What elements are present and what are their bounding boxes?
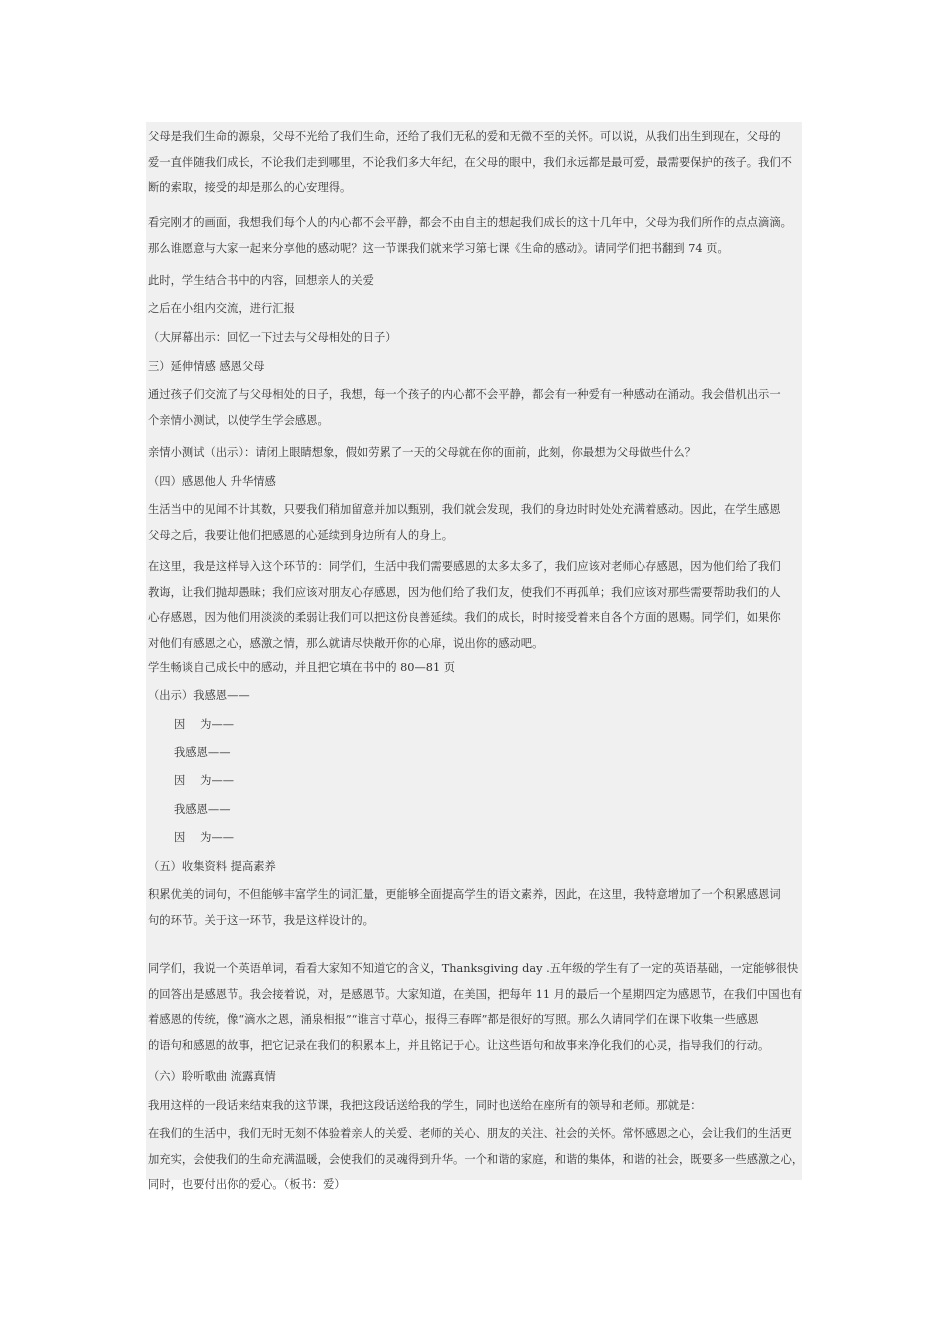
text-line: 学生畅谈自己成长中的感动，并且把它填在书中的 80—81 页 [148,661,456,674]
text-line: 对他们有感恩之心，感激之情，那么就请尽快敞开你的心扉，说出你的感动吧。 [148,636,544,650]
text-line: 之后在小组内交流，进行汇报 [148,302,295,315]
paragraph [148,1093,802,1119]
text-line: 心存感恩，因为他们用淡淡的柔弱让我们可以把这份良善延续。我们的成长，时时接受着来自各个方面的恩赐。同学们，如果你 [148,611,781,624]
paragraph [174,768,802,794]
paragraph [148,210,802,261]
paragraph [148,854,802,880]
paragraph [174,797,802,823]
text-line: （五）收集资料 提高素养 [148,860,276,873]
paragraph [148,268,802,294]
text-line: 此时，学生结合书中的内容，回想亲人的关爱 [148,274,374,287]
text-line: 积累优美的词句，不但能够丰富学生的词汇量，更能够全面提高学生的语文素养，因此，在这里，我特意增加了一个积累感恩词 [148,888,781,901]
paragraph [148,554,802,656]
document-body [146,122,804,1191]
text-line: 加充实，会使我们的生命充满温暖，会使我们的灵魂得到升华。一个和谐的家庭，和谐的集体，和谐的社会，既要多一些感激之心， [148,1152,804,1166]
text-line: 因 为—— [174,718,235,731]
text-line: （六）聆听歌曲 流露真情 [148,1070,276,1083]
text-line: 断的索取，接受的却是那么的心安理得。 [148,181,352,194]
text-line: （四）感恩他人 升华情感 [148,475,276,488]
paragraph [148,124,802,201]
paragraph [148,382,802,433]
paragraph [174,712,802,738]
text-line: 同学们，我说一个英语单词，看看大家知不知道它的含义，Thanksgiving day .五年级的学生有了一定的英语基础，一定能够很快 [148,962,799,975]
paragraph [148,354,802,380]
text-line: 亲情小测试（出示）：请闭上眼睛想象，假如劳累了一天的父母就在你的面前，此刻，你最想为父母做些什么？ [148,446,696,459]
paragraph [148,325,802,351]
text-line: 的回答出是感恩节。我会接着说，对，是感恩节。大家知道，在美国，把每年 11 月的最后一个星期四定为感恩节，在我们中国也有 [148,987,803,1001]
text-line: 通过孩子们交流了与父母相处的日子，我想，每一个孩子的内心都不会平静，都会有一种爱有一种感动在涌动。我会借机出示一 [148,388,781,401]
paragraph [148,956,802,1058]
paragraph [148,469,802,495]
text-line: 看完刚才的画面，我想我们每个人的内心都不会平静，都会不由自主的想起我们成长的这十几年中，父母为我们所作的点点滴滴。 [148,216,792,229]
text-line: 我感恩—— [174,746,231,759]
text-line: 个亲情小测试，以使学生学会感恩。 [148,413,329,427]
text-line: （出示）我感恩—— [148,689,250,702]
text-line: 句的环节。关于这一环节，我是这样设计的。 [148,913,374,927]
text-line: 我感恩—— [174,803,231,816]
paragraph [148,1064,802,1090]
text-line: 着感恩的传统，像“滴水之恩，涌泉相报”“谁言寸草心，报得三春晖”都是很好的写照。那么久请同学们在课下收集一些感恩 [148,1013,759,1026]
text-line: 父母之后，我要让他们把感恩的心延续到身边所有人的身上。 [148,528,454,542]
text-line: 父母是我们生命的源泉，父母不光给了我们生命，还给了我们无私的爱和无微不至的关怀。可以说，从我们出生到现在，父母的 [148,130,781,143]
paragraph [148,440,802,466]
text-line: 爱一直伴随我们成长，不论我们走到哪里，不论我们多大年纪，在父母的眼中，我们永远都是最可爱，最需要保护的孩子。我们不 [148,155,792,169]
paragraph [148,655,802,681]
paragraph [174,825,802,851]
paragraph [148,497,802,548]
text-line: 那么谁愿意与大家一起来分享他的感动呢？这一节课我们就来学习第七课《生命的感动》。请同学们把书翻到 74 页。 [148,241,729,255]
paragraph [148,296,802,322]
paragraph [148,882,802,933]
text-line: 我用这样的一段话来结束我的这节课，我把这段话送给我的学生，同时也送给在座所有的领导和老师。那就是： [148,1099,702,1112]
text-line: 在这里，我是这样导入这个环节的：同学们，生活中我们需要感恩的太多太多了，我们应该对老师心存感恩，因为他们给了我们 [148,560,781,573]
text-line: 因 为—— [174,831,235,844]
paragraph [148,683,802,709]
text-line: 三）延伸情感 感恩父母 [148,360,265,373]
paragraph [148,1121,802,1198]
text-line: 的语句和感恩的故事，把它记录在我们的积累本上，并且铭记于心。让这些语句和故事来净化我们的心灵，指导我们的行动。 [148,1038,770,1052]
paragraph [174,740,802,766]
text-line: 同时，也要付出你的爱心。（板书：爱） [148,1178,346,1191]
text-line: 因 为—— [174,774,235,787]
text-line: 生活当中的见闻不计其数，只要我们稍加留意并加以甄别，我们就会发现，我们的身边时时处处充满着感动。因此，在学生感恩 [148,503,781,516]
text-line: 在我们的生活中，我们无时无刻不体验着亲人的关爱、老师的关心、朋友的关注、社会的关怀。常怀感恩之心，会让我们的生活更 [148,1127,792,1140]
text-line: （大屏幕出示：回忆一下过去与父母相处的日子） [148,331,397,344]
text-line: 教诲，让我们抛却愚昧；我们应该对朋友心存感恩，因为他们给了我们友，使我们不再孤单；我们应该对那些需要帮助我们的人 [148,585,781,599]
